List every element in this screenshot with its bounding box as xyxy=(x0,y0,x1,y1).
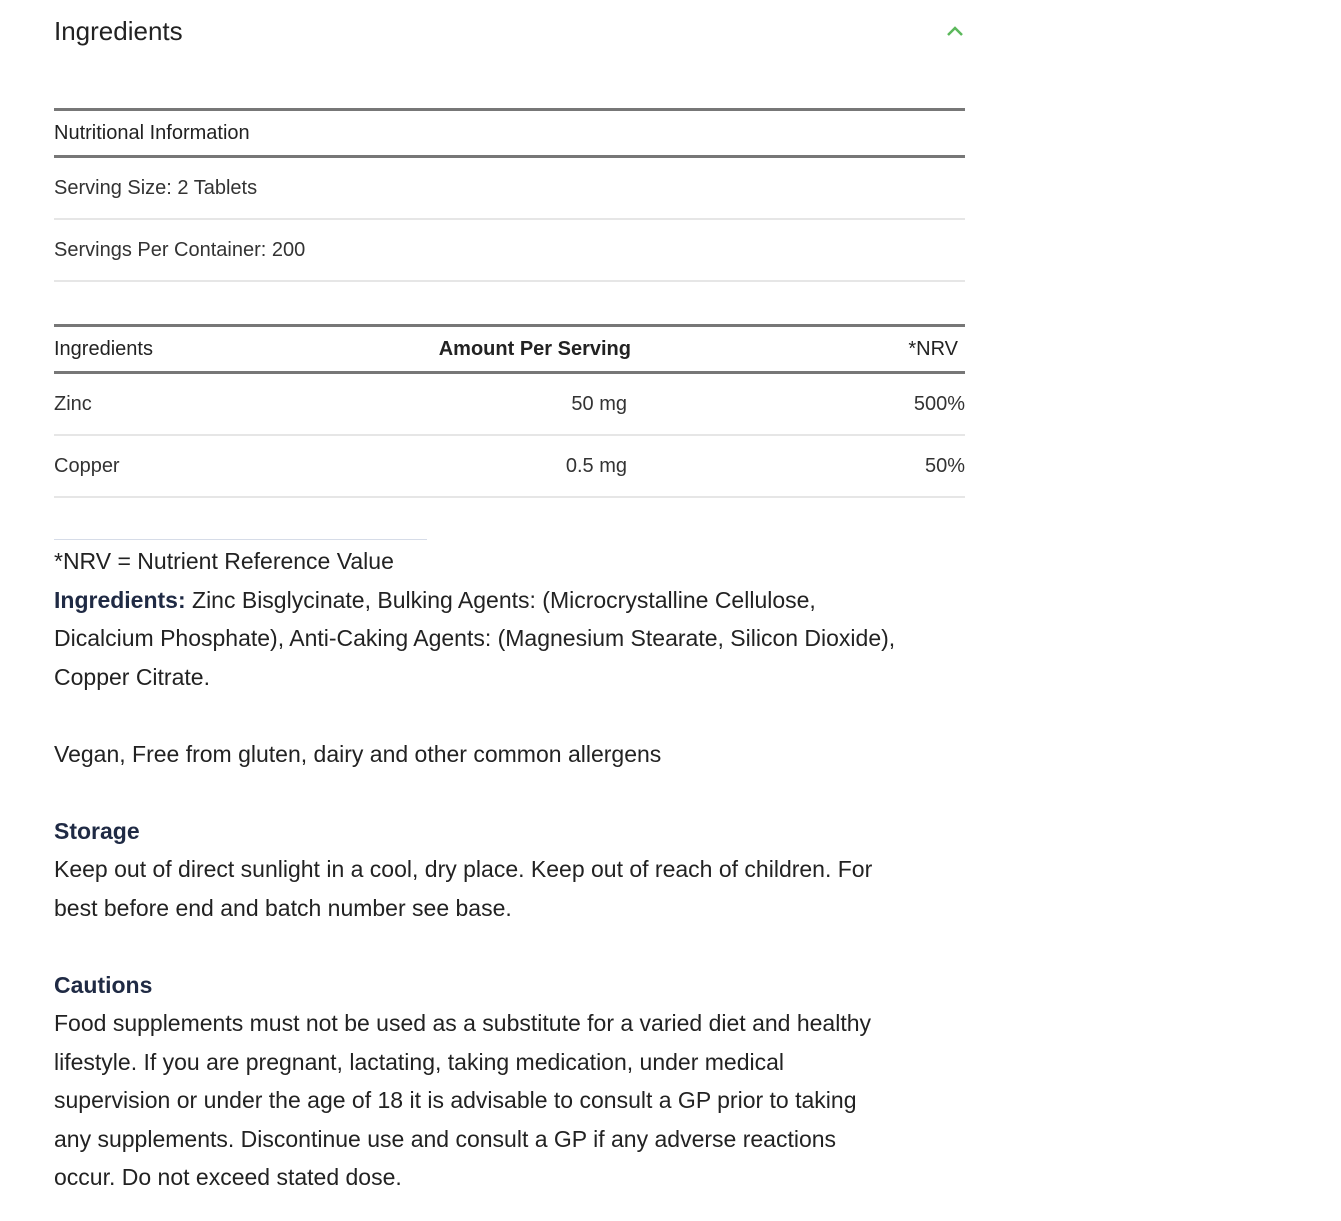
table-row xyxy=(54,373,965,436)
col-ingredients: Ingredients xyxy=(54,326,427,373)
servings-per-container: Servings Per Container: 200 xyxy=(54,219,965,281)
ingredients-panel xyxy=(54,0,965,1197)
table-header-row xyxy=(54,326,965,373)
ingredients-label: Ingredients: xyxy=(54,586,186,613)
storage-title: Storage xyxy=(54,817,140,844)
cautions-text: supervision or under the age of 18 it is advisable to consult a GP prior to taking xyxy=(54,1087,857,1113)
ingredients-text: Zinc Bisglycinate, Bulking Agents: (Microcrystalline Cellulose, xyxy=(185,586,816,613)
section-title: Ingredients xyxy=(54,15,183,46)
cautions-text: Food supplements must not be used as a substitute for a varied diet and healthy xyxy=(54,1010,871,1036)
table-row xyxy=(54,435,965,497)
chevron-up-icon[interactable] xyxy=(945,21,965,41)
ingredient-amount: 0.5 mg xyxy=(427,435,858,497)
ingredients-table xyxy=(54,324,965,498)
ingredient-name: Copper xyxy=(54,435,427,497)
divider xyxy=(54,539,427,540)
ingredients-text: Copper Citrate. xyxy=(54,663,210,690)
ingredients-line xyxy=(54,581,965,620)
notes xyxy=(54,542,965,1197)
cautions-text: occur. Do not exceed stated dose. xyxy=(54,1164,402,1190)
col-amount: Amount Per Serving xyxy=(427,326,858,373)
ingredient-amount: 50 mg xyxy=(427,373,858,436)
col-nrv: *NRV xyxy=(858,326,965,373)
nutrition-info-table xyxy=(54,108,965,282)
ingredients-text: Dicalcium Phosphate), Anti-Caking Agents: (Magnesium Stearate, Silicon Dioxide), xyxy=(54,625,896,651)
cautions-title: Cautions xyxy=(54,971,153,998)
storage-text: Keep out of direct sunlight in a cool, dry place. Keep out of reach of children. For xyxy=(54,856,873,882)
accordion-header[interactable] xyxy=(54,0,965,62)
ingredient-nrv: 50% xyxy=(858,435,965,497)
allergens-text: Vegan, Free from gluten, dairy and other common allergens xyxy=(54,740,662,767)
serving-size: Serving Size: 2 Tablets xyxy=(54,157,965,220)
nutrition-header: Nutritional Information xyxy=(54,110,965,157)
nrv-note: *NRV = Nutrient Reference Value xyxy=(54,548,394,574)
storage-text: best before end and batch number see base. xyxy=(54,894,512,921)
ingredient-nrv: 500% xyxy=(858,373,965,436)
ingredient-name: Zinc xyxy=(54,373,427,436)
cautions-text: any supplements. Discontinue use and consult a GP if any adverse reactions xyxy=(54,1125,837,1152)
cautions-text: lifestyle. If you are pregnant, lactating, taking medication, under medical xyxy=(54,1048,785,1075)
